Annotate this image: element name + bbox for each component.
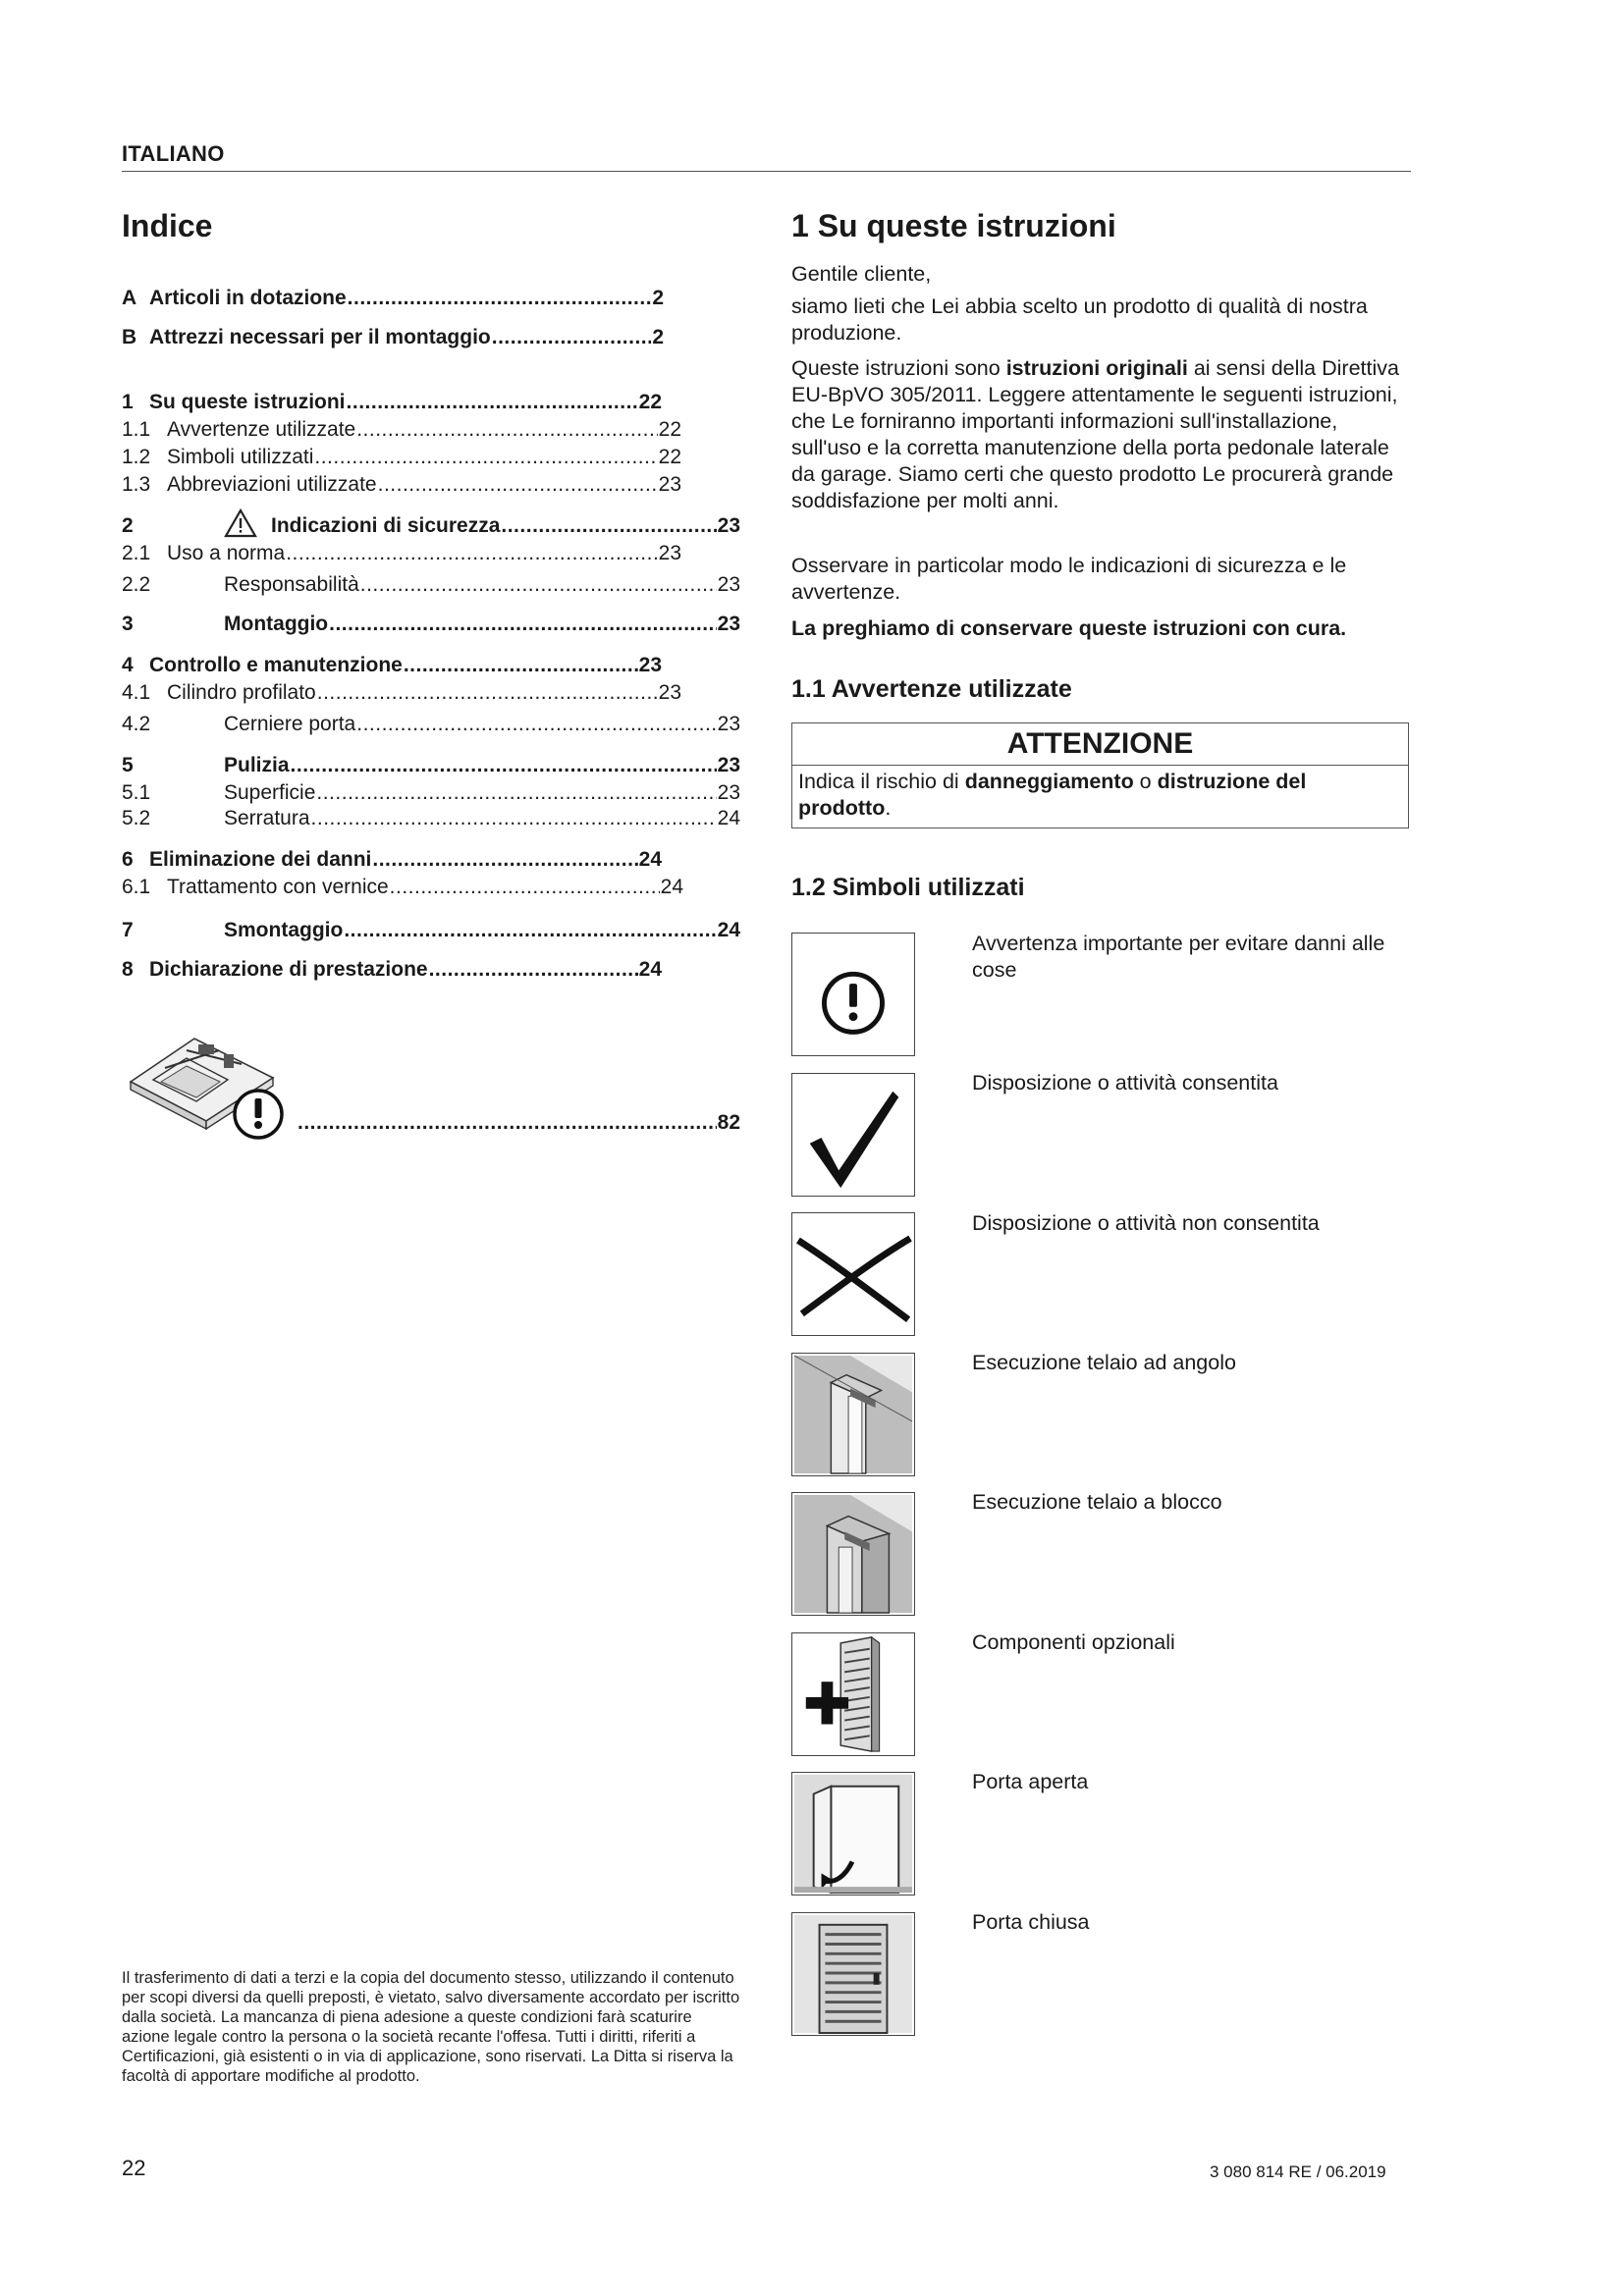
toc-entry-4[interactable]: 4 Controllo e manutenzione ..... 23	[122, 650, 662, 677]
toc-entry-6-1[interactable]: 6.1 Trattamento con vernice ..... 24	[122, 872, 683, 899]
symbol-label-block-frame: Esecuzione telaio a blocco	[972, 1490, 1222, 1514]
toc-entry-7[interactable]: 7 Smontaggio ..... 24	[122, 915, 740, 942]
toc-entry-5[interactable]: 5 Pulizia ..... 23	[122, 750, 740, 777]
symbol-label-door-closed: Porta chiusa	[972, 1910, 1090, 1934]
toc-entry-5-1[interactable]: 5.1 Superficie ..... 23	[122, 777, 740, 805]
cross-icon	[791, 1212, 915, 1336]
block-frame-icon	[791, 1492, 915, 1616]
symbol-label-corner-frame: Esecuzione telaio ad angolo	[972, 1351, 1236, 1374]
toc-title: Indice	[122, 208, 213, 243]
observe-paragraph: Osservare in particolar modo le indicazioni di sicurezza e le avvertenze.	[791, 554, 1347, 604]
exclamation-circle-icon	[791, 933, 915, 1056]
attention-heading: ATTENZIONE	[792, 723, 1408, 766]
door-open-icon	[791, 1772, 915, 1896]
symbol-label-door-open: Porta aperta	[972, 1770, 1089, 1793]
toc-entry-2-1[interactable]: 2.1 Uso a norma ..... 23	[122, 538, 681, 565]
toc-entry-1[interactable]: 1 Su queste istruzioni ..... 22	[122, 387, 662, 414]
attention-box	[791, 722, 1409, 828]
page-number: 22	[122, 2156, 146, 2180]
keep-instructions-paragraph: La preghiamo di conservare queste istruzioni con cura.	[791, 616, 1347, 640]
toc-entry-6[interactable]: 6 Eliminazione dei danni ..... 24	[122, 844, 662, 872]
toc-entry-2[interactable]: 2 Indicazioni di sicurezza ..... 23	[122, 510, 740, 538]
intro-paragraph: siamo lieti che Lei abbia scelto un prodotto di qualità di nostra produzione.	[791, 294, 1368, 345]
toc-entry-5-2[interactable]: 5.2 Serratura ..... 24	[122, 803, 740, 830]
toc-entry-4-2[interactable]: 4.2 Cerniere porta ..... 23	[122, 709, 740, 736]
greeting: Gentile cliente,	[791, 262, 932, 286]
toc-entry-1-3[interactable]: 1.3 Abbreviazioni utilizzate ..... 23	[122, 469, 681, 497]
instructions-paragraph: Queste istruzioni sono istruzioni originali ai sensi della Direttiva EU-BpVO 305/2011. Leggere attentamente le seguenti istruzioni, che Le forniranno importanti informazioni sull'installazione, sull'uso e la corretta manutenzione della porta pedonale laterale da garage. Siamo certi che questo prodotto Le procurerà grande soddisfazione per molti anni.	[791, 356, 1399, 512]
optional-components-icon	[791, 1632, 915, 1756]
symbol-label-not-allowed: Disposizione o attività non consentita	[972, 1211, 1320, 1235]
mounting-illustration-icon	[126, 1021, 293, 1144]
document-code: 3 080 814 RE / 06.2019	[1210, 2163, 1386, 2181]
attention-text: Indica il rischio di danneggiamento o distruzione del prodotto.	[798, 770, 1307, 820]
warning-triangle-icon	[224, 508, 257, 538]
toc-entry-3[interactable]: 3 Montaggio ..... 23	[122, 609, 740, 636]
language-header: ITALIANO	[122, 141, 225, 166]
toc-entry-b[interactable]: B Attrezzi necessari per il montaggio ..... 2	[122, 322, 664, 349]
toc-entry-4-1[interactable]: 4.1 Cilindro profilato ..... 23	[122, 677, 681, 705]
toc-entry-a[interactable]: A Articoli in dotazione ..... 2	[122, 283, 664, 310]
copyright-note: Il trasferimento di dati a terzi e la copia del documento stesso, utilizzando il contenuto per scopi diversi da quelli preposti, è vietato, salvo diversamente accordato per iscritto dalla società. La mancanza di piena adesione a queste condizioni farà scaturire azione legale contro la persona o la società recante l'offesa. Tutti i diritti, riferiti a Certificazioni, già esistenti o in via di applicazione, sono riservati. La Ditta si riserva la facoltà di apportare modifiche al prodotto.	[122, 1969, 740, 2085]
header-divider	[122, 171, 1411, 172]
symbol-label-warning: Avvertenza importante per evitare danni alle cose	[972, 932, 1385, 982]
toc-entry-8[interactable]: 8 Dichiarazione di prestazione ..... 24	[122, 954, 662, 982]
section-title: 1 Su queste istruzioni	[791, 208, 1116, 243]
corner-frame-icon	[791, 1353, 915, 1476]
toc-entry-2-2[interactable]: 2.2 Responsabilità ..... 23	[122, 569, 740, 597]
toc-entry-1-1[interactable]: 1.1 Avvertenze utilizzate ..... 22	[122, 414, 681, 442]
checkmark-icon	[791, 1073, 915, 1197]
symbol-label-optional: Componenti opzionali	[972, 1630, 1175, 1654]
toc-entry-1-2[interactable]: 1.2 Simboli utilizzati ..... 22	[122, 442, 681, 469]
symbol-label-allowed: Disposizione o attività consentita	[972, 1071, 1278, 1095]
door-closed-icon	[791, 1912, 915, 2036]
subsection-title-warnings: 1.1 Avvertenze utilizzate	[791, 675, 1072, 703]
subsection-title-symbols: 1.2 Simboli utilizzati	[791, 874, 1025, 901]
toc-entry-illustration[interactable]: ..... 82	[297, 1107, 740, 1135]
